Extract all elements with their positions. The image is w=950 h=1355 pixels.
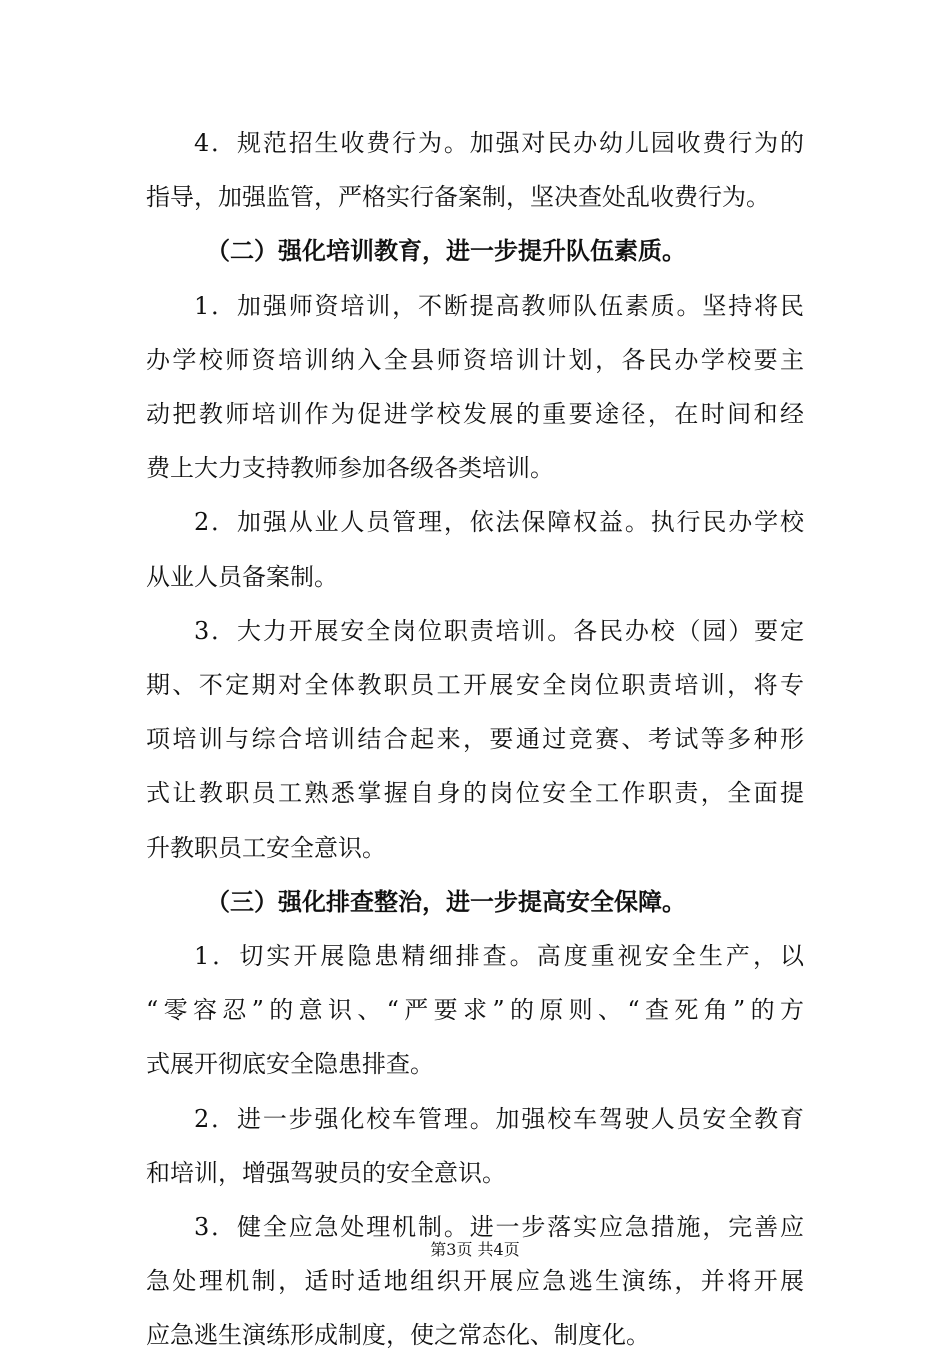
- text-line: 费上大力支持教师参加各级各类培训。: [146, 454, 554, 482]
- text-line: 1．加强师资培训，不断提高教师队伍素质。坚持将民: [194, 292, 804, 320]
- text-line: 急处理机制，适时适地组织开展应急逃生演练，并将开展: [146, 1267, 804, 1295]
- text-line: 升教职员工安全意识。: [146, 834, 386, 862]
- text-line: 应急逃生演练形成制度，使之常态化、制度化。: [146, 1321, 650, 1349]
- section-heading: （三）强化排查整治，进一步提高安全保障。: [206, 888, 686, 916]
- text-line: 动把教师培训作为促进学校发展的重要途径，在时间和经: [146, 400, 804, 428]
- text-line: “零容忍”的意识、“严要求”的原则、“查死角”的方: [146, 996, 804, 1024]
- text-line: 项培训与综合培训结合起来，要通过竞赛、考试等多种形: [146, 725, 804, 753]
- text-line: 4．规范招生收费行为。加强对民办幼儿园收费行为的: [194, 129, 804, 157]
- text-line: 3．大力开展安全岗位职责培训。各民办校（园）要定: [194, 617, 804, 645]
- section-heading: （二）强化培训教育，进一步提升队伍素质。: [206, 237, 686, 265]
- text-line: 式展开彻底安全隐患排查。: [146, 1050, 434, 1078]
- text-line: 1．切实开展隐患精细排查。高度重视安全生产，以: [194, 942, 804, 970]
- text-line: 指导，加强监管，严格实行备案制，坚决查处乱收费行为。: [146, 183, 770, 211]
- text-line: 3．健全应急处理机制。进一步落实应急措施，完善应: [194, 1213, 804, 1241]
- page-number-footer: 第3页 共4页: [430, 1240, 520, 1259]
- text-line: 和培训，增强驾驶员的安全意识。: [146, 1159, 506, 1187]
- text-line: 式让教职员工熟悉掌握自身的岗位安全工作职责，全面提: [146, 779, 804, 807]
- text-line: 2．进一步强化校车管理。加强校车驾驶人员安全教育: [194, 1105, 804, 1133]
- text-line: 期、不定期对全体教职员工开展安全岗位职责培训，将专: [146, 671, 804, 699]
- text-line: 从业人员备案制。: [146, 563, 338, 591]
- text-line: 办学校师资培训纳入全县师资培训计划，各民办学校要主: [146, 346, 804, 374]
- text-line: 2．加强从业人员管理，依法保障权益。执行民办学校: [194, 508, 804, 536]
